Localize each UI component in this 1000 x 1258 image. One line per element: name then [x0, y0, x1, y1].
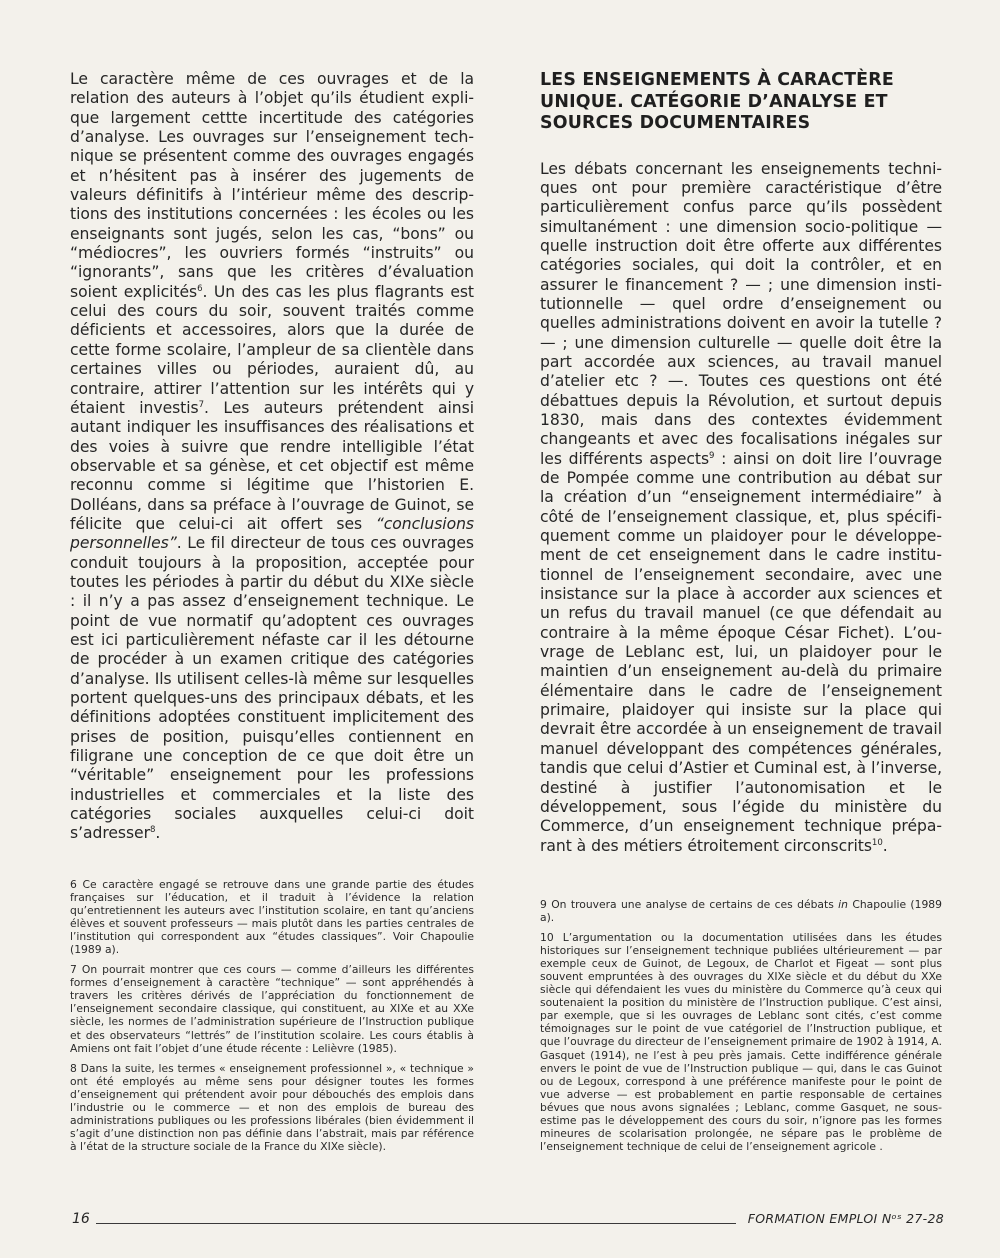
text-run: Chapoulie (1989 a).	[540, 898, 942, 925]
footnotes-left	[70, 878, 474, 1160]
text-run: . Un des cas les plus flagrants est celui des cours du soir, souvent traités comme déficients et accessoires, alors que la durée de cette forme scolaire, l’ampleur de sa clientèle dans certaines villes ou périodes, auraient dû, au contraire, attirer l’attention sur les intérêts qui y étaient investis	[70, 282, 474, 417]
text-run: . Les auteurs prétendent ainsi autant indiquer les insuffisances des réalisations et des voies à suivre que rendre intelligible l’état observable et sa génèse, et cet objectif est même reconnu comme si légitime que l’historien E. Dolléans, dans sa préface à l’ouvrage de Guinot, se félicite que celui-ci ait offert ses	[70, 398, 474, 533]
footnote-ref-6[interactable]: 6	[197, 283, 203, 294]
footnote-6: 6 Ce caractère engagé se retrouve dans une grande partie des études françaises sur l’éducation, et il traduit à l’évidence la relation qu’entretiennent les auteurs avec l’institution scolaire, en tant qu’anciens élèves et souvent professeurs — mais plutôt dans les parties centrales de l’institution qui correspondent aux “études classiques”. Voir Chapoulie (1989 a).	[70, 878, 474, 957]
section-heading: LES ENSEIGNEMENTS À CARACTÈRE UNIQUE. CATÉGORIE D’ANALYSE ET SOURCES DOCUMENTAIRES	[540, 70, 894, 133]
right-column	[540, 70, 942, 856]
footnote-ref-9[interactable]: 9	[709, 450, 715, 461]
footnote-10: 10 L’argumentation ou la documentation utilisées dans les études historiques sur l’enseignement technique publiées ultérieurement — par exemple ceux de Guinot, de Legoux, de Charlot et Figeat — sont plus souvent empruntées à des ouvrages du XIXe siècle et du début du XXe siècle qui défendaient les vues du ministère du Commerce qu’à ceux qui soutenaient la position du ministère de l’Instruction publique. C’est ainsi, par exemple, que si les ouvrages de Leblanc sont cités, c’est comme témoignages sur le point de vue catégoriel de l’Instruction publique, et que l’ouvrage du directeur de l’enseignement primaire de 1902 à 1914, A. Gasquet (1914), ne l’est à peu près jamais. Cette indifférence générale envers le point de vue de l’Instruction publique — qui, dans le cas Guinot ou de Legoux, correspond à une préférence manifeste pour le point de vue adverse — est probablement en partie responsable de certaines bévues que nous avons signalées ; Leblanc, comme Gasquet, ne sous-estime pas le développement des cours du soir, n’ignore pas les formes mineures de scolarisation prolongée, ne sépare pas le problème de l’enseignement technique de celui de l’enseignement agricole .	[540, 931, 942, 1153]
text-run: Les débats concernant les enseignements techniques ont pour première caractéristique d’être particulièrement confus parce qu’ils possèdent simultanément : une dimension socio-politique — quelle instruction doit être offerte aux différentes catégories sociales, qui doit la contrôler, et en assurer le financement ? — ; une dimension institutionnelle — quel ordre d’enseignement ou quelles administrations doivent en avoir la tutelle ? — ; une dimension culturelle — quelle doit être la part accordée aux sciences, au travail manuel d’atelier etc ? —. Toutes ces questions ont été débattues depuis la Révolution, et surtout depuis 1830, mais dans des contextes évidemment changeants et avec des focalisations inégales sur les différents aspects	[540, 159, 942, 468]
quoted-text: “conclusions personnelles”	[70, 514, 474, 553]
footnote-8: 8 Dans la suite, les termes « enseignement professionnel », « technique » ont été employés au même sens pour désigner toutes les formes d’enseignement qui prétendent avoir pour débouchés des emplois dans l’industrie ou le commerce — et non des emplois de bureau des administrations publiques ou les professions libérales (bien évidemment il s’agit d’une distinction non pas définie dans l’abstrait, mais par référence à l’état de la structure sociale de la France du XIXe siècle).	[70, 1061, 474, 1153]
footnote-ref-10[interactable]: 10	[871, 837, 883, 848]
text-run: 9 On trouvera une analyse de certains de ces débats	[540, 898, 839, 911]
footnote-ref-7[interactable]: 7	[198, 399, 205, 410]
text-run: : ainsi on doit lire l’ouvrage de Pompée comme une contribution au débat sur la création d’un “enseignement intermédiaire” à côté de l’enseignement classique, et, plus spécifiquement comme un plaidoyer pour le développement de cet enseignement dans le cadre institutionnel de l’enseignement secondaire, avec une insistance sur la place à accorder aux sciences et un refus du travail manuel (ce que défendait au contraire à la même époque César Fichet). L’ouvrage de Leblanc est, lui, un plaidoyer pour le maintien d’un enseignement au-delà du primaire élémentaire dans le cadre de l’enseignement primaire, plaidoyer qui insiste sur la place qui devrait être accordée à un enseignement de travail manuel développant des compétences générales, tandis que celui d’Astier et Cuminal est, à l’inverse, destiné à justifier l’autonomisation et le développement, sous l’égide du ministère du Commerce, d’un enseignement technique préparant à des métiers étroitement circonscrits	[540, 449, 942, 855]
page-footer	[72, 1210, 944, 1228]
right-paragraph	[540, 160, 942, 856]
text-run: Le caractère même de ces ouvrages et de la relation des auteurs à l’objet qu’ils étudient explique largement cettte incertitude des catégories d’analyse. Les ouvrages sur l’enseignement technique se présentent comme des ouvrages engagés et n’hésitent pas à insérer des jugements de valeurs définitifs à l’intérieur même des descriptions des institutions concernées : les écoles ou les enseignants sont jugés, selon les cas, “bons” ou “médiocres”, les ouvriers formés “instruits” ou “ignorants”, sans que les critères d’évaluation soient explicités	[70, 70, 474, 301]
text-run: .	[155, 824, 161, 843]
footnote-7: 7 On pourrait montrer que ces cours — comme d’ailleurs les différentes formes d’enseignement à caractère “technique” — sont appréhendés à travers les critères dérivés de l’appréciation du fonctionnement de l’enseignement secondaire classique, qui constituent, au XIXe et au XXe siècle, les normes de l’administration supérieure de l’Instruction publique et des observateurs “lettrés” de l’institution scolaire. Les cours établis à Amiens ont fait l’objet d’une étude récente : Lelièvre (1985).	[70, 963, 474, 1055]
page-number: 16	[72, 1211, 90, 1227]
italic-text: in	[838, 898, 848, 911]
left-paragraph	[70, 70, 474, 844]
footnotes-right	[540, 898, 942, 1160]
footer-rule	[96, 1223, 736, 1224]
footnote-ref-8[interactable]: 8	[149, 825, 156, 836]
text-run: .	[882, 836, 888, 855]
left-column	[70, 70, 474, 844]
text-run: . Le fil directeur de tous ces ouvrages conduit toujours à la proposition, acceptée pour toutes les périodes à partir du début du XIXe siècle : il n’y a pas assez d’enseignement technique. Le point de vue normatif qu’adoptent ces ouvrages est ici particulièrement néfaste car il les détourne de procéder à un examen critique des catégories d’analyse. Ils utilisent celles-là même sur lesquelles portent quelques-uns des principaux débats, et les définitions adoptées constituent implicitement des prises de position, puisqu’elles contiennent en filigrane une conception de ce que doit être un “véritable” enseignement pour les professions industrielles et commerciales et la liste des catégories sociales auxquelles celui-ci doit s’adresser	[70, 534, 474, 843]
footnote-9	[540, 898, 942, 924]
journal-title: FORMATION EMPLOI Nᵒˢ 27-28	[747, 1211, 944, 1226]
